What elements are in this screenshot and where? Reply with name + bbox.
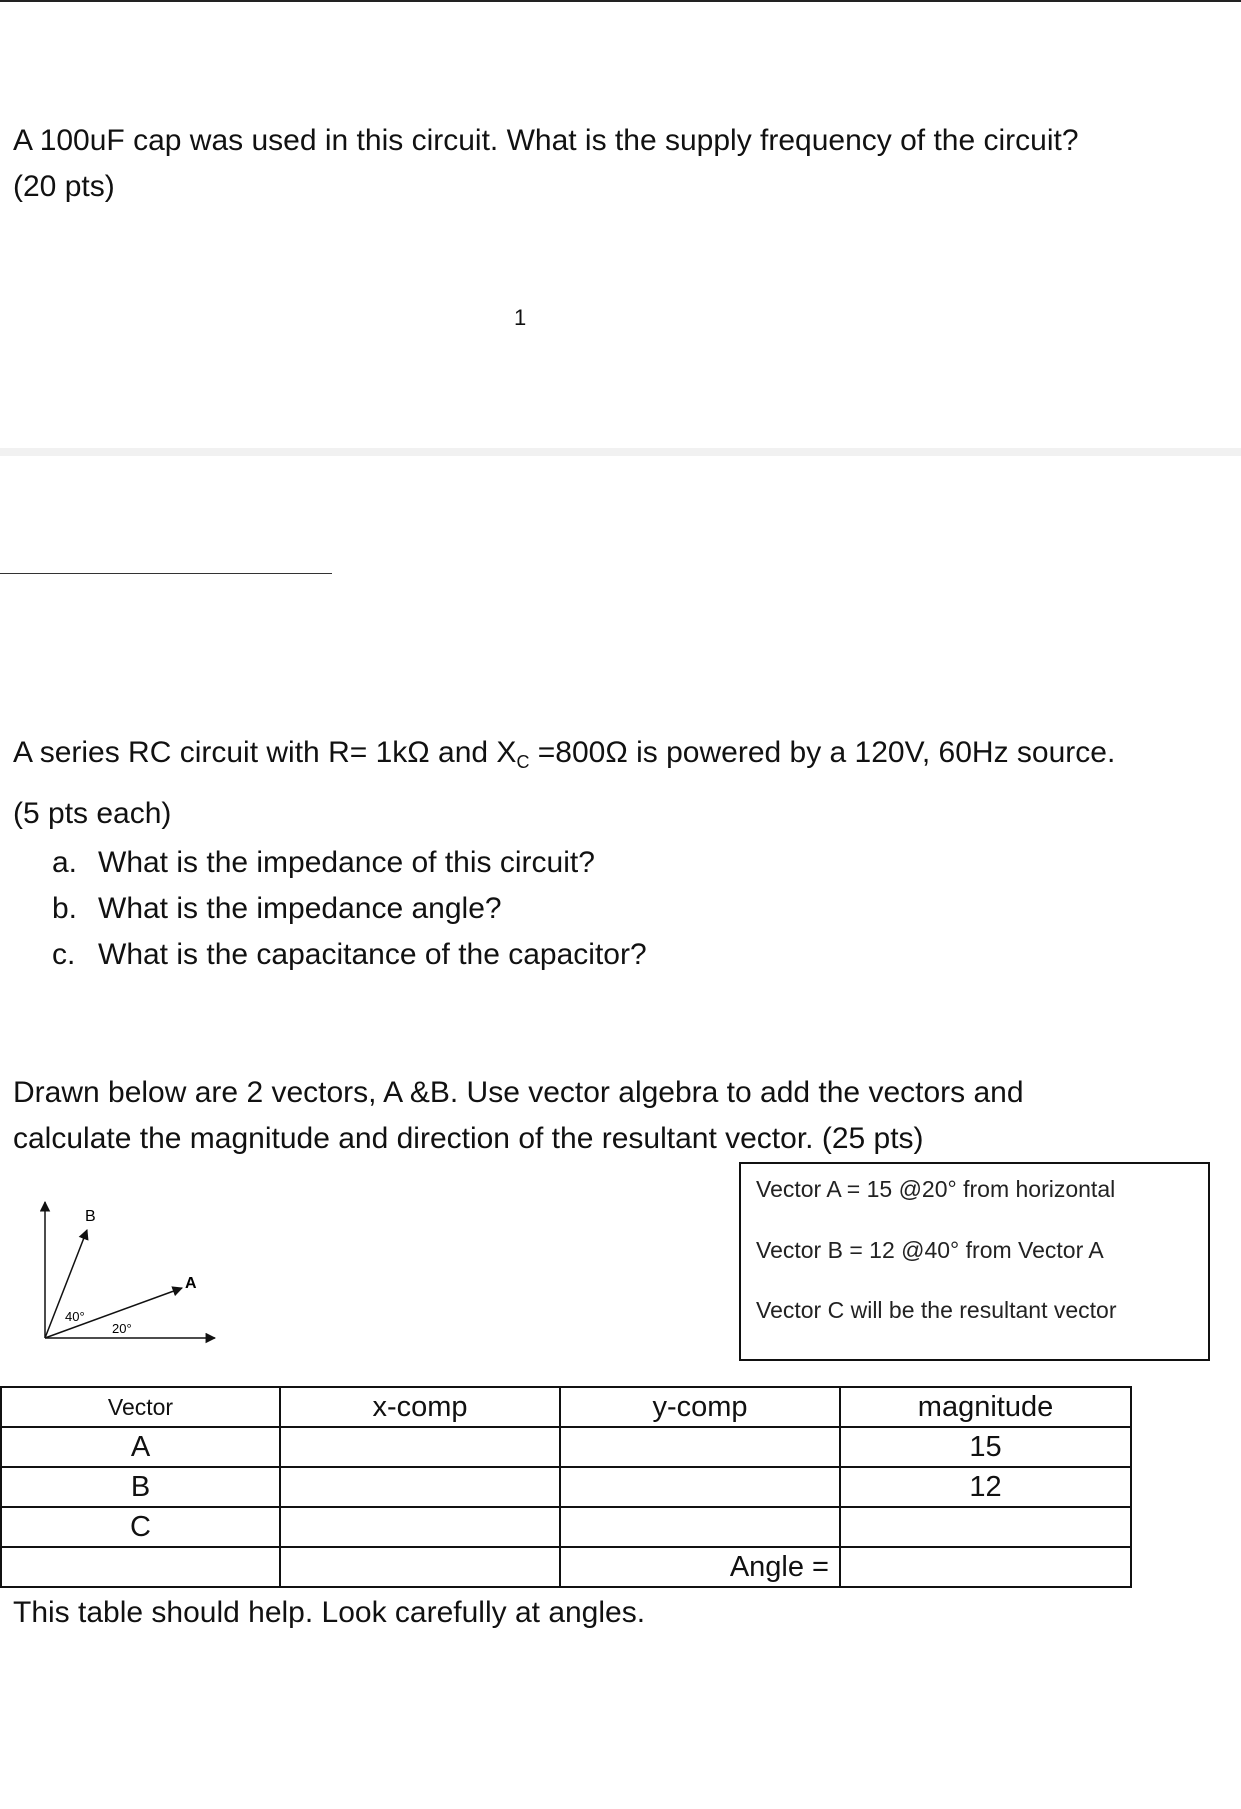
question-2-list [52, 840, 647, 978]
header-magnitude: magnitude [840, 1387, 1131, 1427]
vector-c-info: Vector C will be the resultant vector [756, 1297, 1117, 1323]
table-cell [840, 1507, 1131, 1547]
vector-b-info: Vector B = 12 @40° from Vector A [756, 1237, 1104, 1263]
list-item-text: What is the capacitance of the capacitor? [98, 938, 647, 971]
table-cell [280, 1427, 560, 1467]
table-cell: C [1, 1507, 280, 1547]
vector-a-label: A [185, 1275, 197, 1292]
question-2-suffix: =800Ω is powered by a 120V, 60Hz source. [529, 736, 1116, 769]
angle-row [1, 1547, 1131, 1587]
question-1-text: A 100uF cap was used in this circuit. What is the supply frequency of the circuit? [13, 124, 1079, 157]
top-border-line [0, 0, 1241, 2]
question-3-line-1: Drawn below are 2 vectors, A &B. Use vector algebra to add the vectors and [13, 1076, 1024, 1109]
table-cell [560, 1507, 840, 1547]
header-x-comp: x-comp [280, 1387, 560, 1427]
list-item [52, 840, 647, 886]
vector-b-label: B [85, 1208, 96, 1225]
angle-answer-cell [840, 1547, 1131, 1587]
table-cell [280, 1507, 560, 1547]
question-2-prefix: A series RC circuit with R= 1kΩ and X [13, 736, 517, 769]
table-cell [280, 1547, 560, 1587]
list-item-letter: a. [52, 846, 78, 879]
question-2-text [13, 730, 1115, 785]
table-cell: B [1, 1467, 280, 1507]
short-rule [0, 573, 332, 574]
vector-diagram [25, 1188, 225, 1348]
vector-table [0, 1386, 1132, 1588]
table-cell: A [1, 1427, 280, 1467]
list-item-text: What is the impedance angle? [98, 892, 502, 925]
angle-a-label: 20° [112, 1321, 132, 1336]
question-3-line-2: calculate the magnitude and direction of the resultant vector. (25 pts) [13, 1122, 924, 1155]
header-y-comp: y-comp [560, 1387, 840, 1427]
table-row [1, 1427, 1131, 1467]
table-cell: 15 [840, 1427, 1131, 1467]
footer-note: This table should help. Look carefully at angles. [13, 1596, 646, 1629]
table-row [1, 1507, 1131, 1547]
list-item-letter: c. [52, 938, 76, 971]
table-cell [280, 1467, 560, 1507]
table-cell: 12 [840, 1467, 1131, 1507]
vector-a-info: Vector A = 15 @20° from horizontal [756, 1176, 1116, 1202]
table-header-row [1, 1387, 1131, 1427]
header-vector: Vector [1, 1387, 280, 1427]
list-item [52, 886, 647, 932]
question-2-points: (5 pts each) [13, 797, 172, 830]
table-cell [560, 1467, 840, 1507]
table-cell [560, 1427, 840, 1467]
vector-info-box [739, 1162, 1210, 1361]
list-item-letter: b. [52, 892, 78, 925]
table-row [1, 1467, 1131, 1507]
angle-label: Angle = [560, 1547, 840, 1587]
list-item-text: What is the impedance of this circuit? [98, 846, 595, 879]
reactance-subscript: C [516, 752, 530, 772]
page-break-divider [0, 448, 1241, 456]
table-cell [1, 1547, 280, 1587]
question-1-points: (20 pts) [13, 170, 115, 203]
list-item [52, 932, 647, 978]
angle-b-label: 40° [65, 1309, 85, 1324]
page-number: 1 [514, 305, 527, 330]
